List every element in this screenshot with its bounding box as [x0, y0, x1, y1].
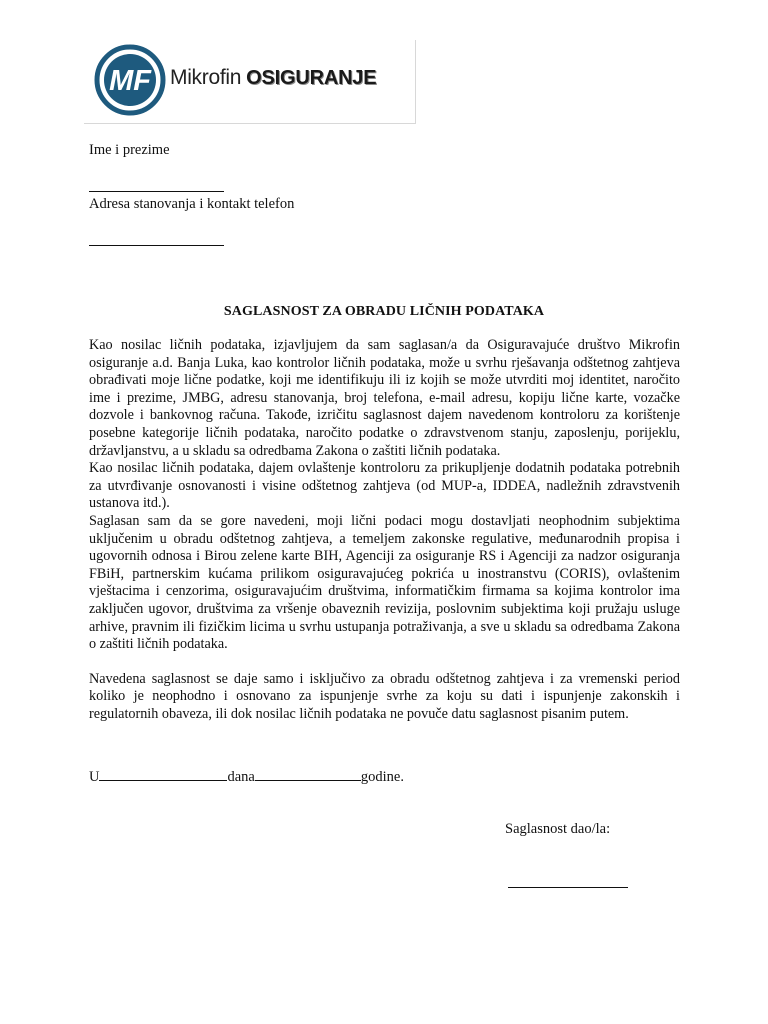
paragraph-4: Navedena saglasnost se daje samo i isključivo za obradu odštetnog zahtjeva i za vremenski period koliko je neophodno i osnovano za ispunjenje svrhe za koju su dati i ispunjenje zakonskih i regulatornih obaveza, ili dok nosilac ličnih podataka ne povuče datu saglasnost pisanim putem.: [89, 670, 680, 722]
logo-name-light: Mikrofin: [170, 66, 242, 89]
place-date-row: [89, 767, 404, 786]
emblem-text: MF: [109, 65, 151, 97]
name-label: Ime i prezime: [89, 142, 170, 158]
day-word: dana: [227, 769, 255, 785]
logo-name-bold: OSIGURANJE: [246, 67, 377, 89]
paragraph-3: Saglasan sam da se gore navedeni, moji lični podaci mogu dostavljati neophodnim subjektima uključenim u obradu odštetnog zahtjeva, a temeljem zakonske regulative, međunarodnih propisa i ugovornih odnosa i Birou zelene karte BIH, Agenciji za osiguranje RS i Agenciji za nadzor osiguranja FBiH, partnerskim kućama prilikom osiguravajućeg pokrića u inostranstvu (CORIS), ovlaštenim vještacima i cenzorima, osiguravajućim društvima, informatičkim firmama sa kojima kontrolor ima zaključen ugovor, društvima za vršenje obaveznih revizija, poslovnim subjektima koji pružaju usluge arhive, pravnim ili fizičkim licima u svrhu ustupanja potraživanja, a sve u skladu sa odredbama Zakona o zaštiti ličnih podataka.: [89, 512, 680, 653]
paragraph-2: Kao nosilac ličnih podataka, dajem ovlaštenje kontroloru za prikupljenje dodatnih podataka potrebnih za utvrđivanje osnovanosti i visine odštetnog zahtjeva (od MUP-a, IDDEA, nadležnih zdravstvenih ustanova itd.).: [89, 460, 680, 512]
document-title: SAGLASNOST ZA OBRADU LIČNIH PODATAKA: [223, 304, 545, 319]
consent-given-label: Saglasnost dao/la:: [505, 821, 611, 837]
mf-emblem-icon: [94, 44, 166, 116]
paragraph-1: Kao nosilac ličnih podataka, izjavljujem da sam saglasan/a da Osiguravajuće društvo Mikrofin osiguranje a.d. Banja Luka, kao kontrolor ličnih podataka, može u svrhu rješavanja odštetnog zahtjeva obrađivati moje lične podatke, koji me identifikuju ili iz kojih se može utvrditi moj identitet, naročito ime i prezime, JMBG, adresu stanovanja, broj telefona, e-mail adresu, kopiju lične karte, vozačke dozvole i bankovnog računa. Takođe, izričitu saglasnost dajem navedenom kontroloru za korištenje posebne kategorije ličnih podataka, naročito podatke o zdravstvenom stanju, zaposlenju, porijeklu, državljanstvu, a u skladu sa odredbama Zakona o zaštiti ličnih podataka.: [89, 337, 680, 459]
address-label: Adresa stanovanja i kontakt telefon: [89, 196, 295, 212]
place-prefix: U: [89, 769, 100, 785]
year-word: godine.: [360, 769, 404, 785]
consent-body: [89, 337, 680, 723]
name-line: [89, 191, 224, 192]
day-line: [255, 767, 361, 781]
address-line: [89, 245, 224, 246]
place-line: [99, 767, 227, 781]
signature-line: [508, 887, 628, 888]
company-logo: [84, 40, 416, 124]
logo-wordmark: [170, 66, 376, 90]
